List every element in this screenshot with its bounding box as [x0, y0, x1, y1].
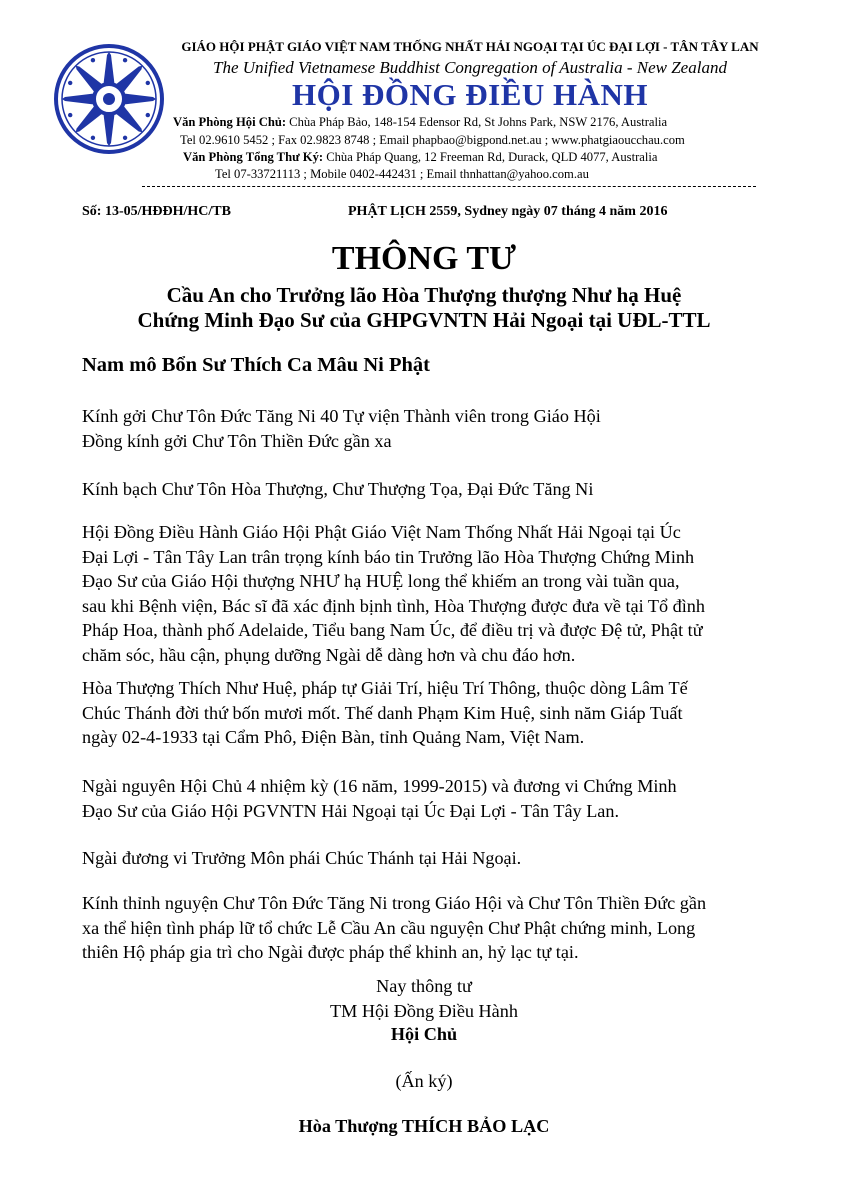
- paragraph-line: Hội Đồng Điều Hành Giáo Hội Phật Giáo Việt Nam Thống Nhất Hải Ngoại tại Úc: [82, 522, 681, 542]
- document-subtitle-2: Chứng Minh Đạo Sư của GHPGVNTN Hải Ngoại tại UĐL-TTL: [137, 308, 711, 332]
- paragraph-line: Ngài đương vi Trưởng Môn phái Chúc Thánh tại Hải Ngoại.: [82, 848, 522, 868]
- paragraph-line: Ngài nguyên Hội Chủ 4 nhiệm kỳ (16 năm, 1999-2015) và đương vi Chứng Minh: [82, 776, 677, 796]
- office2-contact: Tel 07-33721113 ; Mobile 0402-442431 ; Email thnhattan@yahoo.com.au: [215, 167, 589, 181]
- paragraph-line: ngày 02-4-1933 tại Cẩm Phô, Điện Bàn, tỉnh Quảng Nam, Việt Nam.: [82, 727, 585, 747]
- signatory-name: Hòa Thượng THÍCH BẢO LẠC: [298, 1116, 550, 1136]
- paragraph-line: Pháp Hoa, thành phố Adelaide, Tiểu bang Nam Úc, để điều trị và được Đệ tử, Phật tử: [82, 620, 703, 640]
- document-date: PHẬT LỊCH 2559, Sydney ngày 07 tháng 4 năm 2016: [348, 204, 668, 219]
- paragraph-respect: [82, 477, 782, 502]
- paragraph-line: Đồng kính gởi Chư Tôn Thiền Đức gần xa: [82, 430, 392, 451]
- paragraph-line: Kính bạch Chư Tôn Hòa Thượng, Chư Thượng Tọa, Đại Đức Tăng Ni: [82, 479, 594, 499]
- signature-on-behalf: TM Hội Đồng Điều Hành: [330, 1001, 518, 1021]
- office1-contact: Tel 02.9610 5452 ; Fax 02.9823 8748 ; Email phapbao@bigpond.net.au ; www.phatgiaoucchau.com: [180, 133, 685, 147]
- office1-address: [173, 115, 667, 130]
- paragraph-line: sau khi Bệnh viện, Bác sĩ đã xác định bịnh tình, Hòa Thượng được đưa về tại Tổ đình: [82, 595, 705, 616]
- paragraph-line: Hòa Thượng Thích Như Huệ, pháp tự Giải Trí, hiệu Trí Thông, thuộc dòng Lâm Tế: [82, 678, 688, 698]
- paragraph-line: thiên Hộ pháp gia trì cho Ngài được pháp thể khinh an, hỷ lạc tự tại.: [82, 942, 579, 962]
- office2-label: Văn Phòng Tổng Thư Ký:: [183, 150, 324, 164]
- paragraph-line: Đạo Sư của Giáo Hội PGVNTN Hải Ngoại tại Úc Đại Lợi - Tân Tây Lan.: [82, 800, 620, 821]
- salutation: Nam mô Bổn Sư Thích Ca Mâu Ni Phật: [82, 354, 430, 376]
- paragraph-request: [82, 891, 782, 965]
- paragraph-line: Kính gởi Chư Tôn Đức Tăng Ni 40 Tự viện Thành viên trong Giáo Hội: [82, 406, 601, 426]
- paragraph-biography: [82, 676, 782, 750]
- paragraph-addressees: [82, 404, 782, 453]
- document-subtitle-1: Cầu An cho Trưởng lão Hòa Thượng thượng Như hạ Huệ: [166, 283, 682, 307]
- board-heading: HỘI ĐỒNG ĐIỀU HÀNH: [291, 77, 649, 112]
- signature-role: Hội Chủ: [390, 1024, 458, 1044]
- document-title: THÔNG TƯ: [331, 240, 517, 277]
- office1-address-text: Chùa Pháp Bảo, 148-154 Edensor Rd, St Johns Park, NSW 2176, Australia: [286, 115, 668, 129]
- signature-seal-note: (Ấn ký): [395, 1071, 453, 1091]
- paragraph-announcement: [82, 520, 782, 667]
- org-name-vietnamese: GIÁO HỘI PHẬT GIÁO VIỆT NAM THỐNG NHẤT HẢI NGOẠI TẠI ÚC ĐẠI LỢI - TÂN TÂY LAN: [181, 39, 759, 54]
- paragraph-positions: [82, 774, 782, 823]
- paragraph-lineage: [82, 846, 782, 871]
- paragraph-line: chăm sóc, hầu cận, phụng dưỡng Ngài dễ dàng hơn và chu đáo hơn.: [82, 644, 576, 665]
- org-name-english: The Unified Vietnamese Buddhist Congregation of Australia - New Zealand: [213, 58, 727, 77]
- signature-closing: Nay thông tư: [376, 976, 472, 996]
- paragraph-line: xa thể hiện tình pháp lữ tổ chức Lễ Cầu An cầu nguyện Chư Phật chứng minh, Long: [82, 917, 696, 938]
- reference-number: Số: 13-05/HĐĐH/HC/TB: [82, 204, 231, 219]
- office1-label: Văn Phòng Hội Chủ:: [173, 115, 287, 129]
- paragraph-line: Đạo Sư của Giáo Hội thượng NHƯ hạ HUỆ long thể khiếm an trong vài tuần qua,: [82, 571, 680, 591]
- paragraph-line: Chúc Thánh đời thứ bốn mươi mốt. Thế danh Phạm Kim Huệ, sinh năm Giáp Tuất: [82, 702, 683, 723]
- paragraph-line: Kính thỉnh nguyện Chư Tôn Đức Tăng Ni trong Giáo Hội và Chư Tôn Thiền Đức gần: [82, 893, 707, 913]
- office2-address: [183, 150, 657, 165]
- header-divider: [142, 186, 756, 187]
- paragraph-line: Đại Lợi - Tân Tây Lan trân trọng kính báo tin Trưởng lão Hòa Thượng Chứng Minh: [82, 546, 695, 567]
- dharma-wheel-icon: [52, 42, 166, 156]
- office2-address-text: Chùa Pháp Quang, 12 Freeman Rd, Durack, QLD 4077, Australia: [323, 150, 658, 164]
